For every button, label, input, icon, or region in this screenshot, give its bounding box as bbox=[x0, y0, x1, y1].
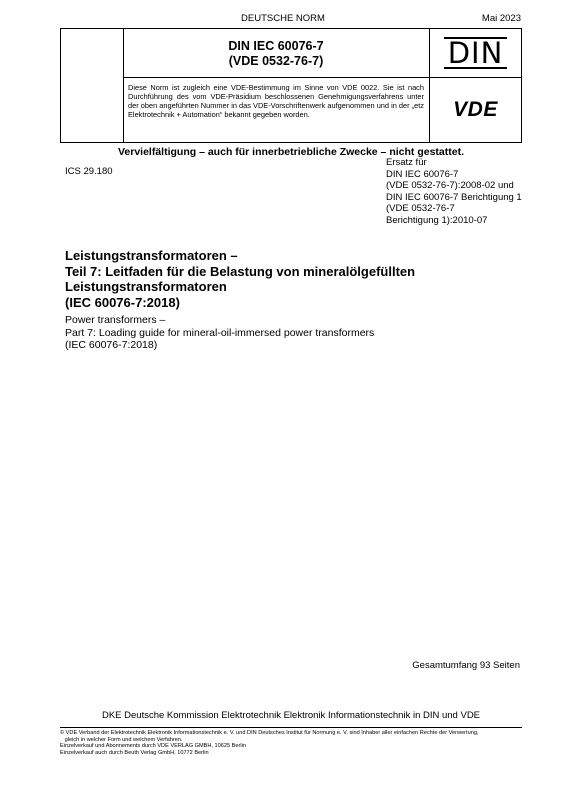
title-german-line: (IEC 60076-7:2018) bbox=[65, 294, 180, 310]
doc-number-vde: (VDE 0532-76-7) bbox=[228, 54, 324, 68]
vde-logo: VDE bbox=[453, 98, 498, 121]
replaces-line: (VDE 0532-76-7):2008-02 und bbox=[386, 180, 514, 191]
footer-divider bbox=[60, 727, 522, 728]
vde-logo-cell bbox=[430, 78, 521, 142]
issue-date: Mai 2023 bbox=[481, 13, 521, 24]
doc-number bbox=[123, 29, 429, 69]
header-box bbox=[60, 28, 522, 143]
din-logo-cell bbox=[430, 29, 521, 78]
copy-notice: Vervielfältigung – auch für innerbetriebliche Zwecke – nicht gestattet. bbox=[117, 146, 464, 158]
title-english-line: Power transformers – bbox=[65, 314, 166, 326]
replaces-line: DIN IEC 60076-7 Berichtigung 1 bbox=[386, 191, 522, 203]
title-german-line: Teil 7: Leitfaden für die Belastung von mineralölgefüllten bbox=[65, 263, 416, 279]
footer-line: Einzelverkauf auch durch Beuth Verlag GmbH, 10772 Berlin bbox=[60, 750, 209, 757]
title-english-line: Part 7: Loading guide for mineral-oil-immersed power transformers bbox=[65, 326, 375, 339]
norm-label: DEUTSCHE NORM bbox=[241, 13, 325, 24]
replaces-line: Berichtigung 1):2010-07 bbox=[386, 214, 488, 226]
total-pages: Gesamtumfang 93 Seiten bbox=[412, 660, 520, 671]
dke-line: DKE Deutsche Kommission Elektrotechnik Elektronik Informationstechnik in DIN und VDE bbox=[101, 710, 481, 721]
title-german bbox=[65, 248, 415, 310]
ics-code: ICS 29.180 bbox=[65, 166, 113, 177]
footer bbox=[60, 730, 479, 757]
footer-line: © VDE Verband der Elektrotechnik Elektronik Informationstechnik e. V. und DIN Deutsches Institut für Normung e. V. sind Inhaber aller einfachen Rechte der Verwertung, bbox=[60, 730, 479, 736]
doc-number-cell bbox=[123, 29, 430, 78]
replaces-line: (VDE 0532-76-7 bbox=[386, 203, 455, 214]
replaces-line: Ersatz für bbox=[386, 157, 427, 168]
header-blank-cell bbox=[61, 29, 124, 142]
footer-line: gleich in welcher Form und welchem Verfahren. bbox=[60, 736, 183, 743]
title-english-line: (IEC 60076-7:2018) bbox=[65, 339, 158, 351]
title-english bbox=[65, 314, 374, 352]
replaces-block bbox=[386, 157, 522, 226]
title-german-line: Leistungstransformatoren – bbox=[65, 248, 238, 263]
din-logo: DIN bbox=[444, 37, 508, 69]
footer-line: Einzelverkauf und Abonnements durch VDE VERLAG GMBH, 10625 Berlin bbox=[60, 743, 246, 750]
title-german-line: Leistungstransformatoren bbox=[65, 279, 227, 294]
replaces-line: DIN IEC 60076-7 bbox=[386, 168, 459, 180]
vde-notice: Diese Norm ist zugleich eine VDE-Bestimmung im Sinne von VDE 0022. Sie ist nach Durchführung des vom VDE-Präsidium beschlossenen Genehmigungsverfahrens unter der oben angeführten Nummer in das VDE-Vorschriftenwerk aufgenommen und in der „etz Elektrotechnik + Automation“ bekannt gegeben worden. bbox=[123, 78, 430, 142]
doc-number-din: DIN IEC 60076-7 bbox=[228, 39, 324, 53]
